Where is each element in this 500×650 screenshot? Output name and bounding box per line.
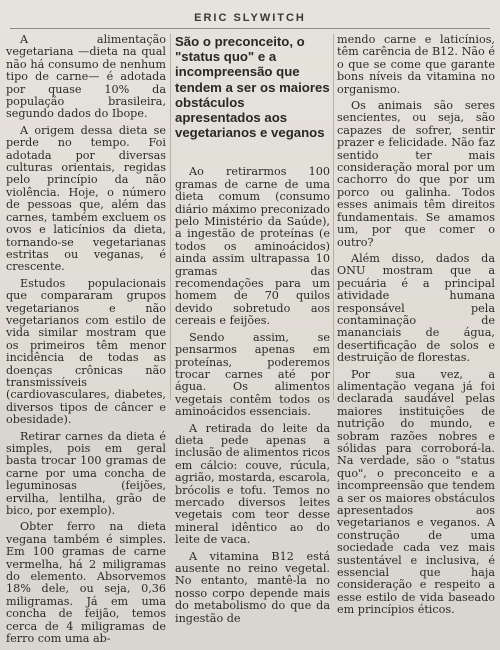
paragraph: Estudos populacionais que compararam grupos vegetarianos e não vegetarianos com estilo de vida similar mostram que os primeiros têm menor incidência de todas as doenças crônicas não transmissíveis (cardiovasculares, diabetes, diversos tipos de câncer e obesidade). [6, 276, 166, 427]
paragraph: Os animais são seres sencientes, ou seja, são capazes de sofrer, sentir prazer e felicidade. Não faz sentido ter mais consideração moral por um cachorro do que por um porco ou galinha. Todos esses animais têm direitos fundamentais. Se amamos um, por que comer o outro? [337, 99, 495, 249]
paragraph: A retirada do leite da dieta pede apenas a inclusão de alimentos ricos em cálcio: couve, rúcula, agrião, mostarda, escarola, brócolis e tofu. Temos no mercado diversos leites vegetais com teor desse mineral idêntico ao do leite de vaca. [175, 421, 331, 547]
author-byline: ERIC SLYWITCH [194, 12, 306, 24]
column-divider [170, 34, 171, 400]
paragraph: Além disso, dados da ONU mostram que a pecuária é a principal atividade humana responsável pela contaminação de mananciais de água, desertificação de solos e destruição de florestas. [337, 251, 495, 365]
paragraph: A alimentação vegetariana —dieta na qual não há consumo de nenhum tipo de carne— é adotada por quase 10% da população brasileira, segundo dados do Ibope. [6, 33, 166, 121]
article-column-1 [6, 34, 166, 650]
paragraph: Por sua vez, a alimentação vegana já foi declarada saudável pelas maiores instituições de nutrição do mundo, e sobram razões nobres e sólidas para corroborá-la. Na verdade, são o "status quo", o preconceito e a incompreensão que tendem a ser os maiores obstáculos apresentados aos vegetarianos e veganos. A construção de uma sociedade cada vez mais sustentável e inclusiva, é essencial que haja consideração e respeito a esse estilo de vida baseado em princípios éticos. [337, 367, 495, 617]
paragraph: Retirar carnes da dieta é simples, pois em geral basta trocar 100 gramas de carne por uma concha de leguminosas (feijões, ervilha, lentilha, grão de bico, por exemplo). [6, 429, 166, 518]
paragraph: Obter ferro na dieta vegana também é simples. Em 100 gramas de carne vermelha, há 2 miligramas do elemento. Absorvemos 18% dele, ou seja, 0,36 miligramas. Já em uma concha de feijão, temos cerca de 4 miligramas de ferro com uma ab- [6, 520, 166, 646]
pull-quote: São o preconceito, o "status quo" e a incompreensão que tendem a ser os maiores obstáculos apresentados aos vegetarianos e veganos [175, 34, 330, 141]
column-divider [333, 34, 334, 400]
paragraph: mendo carne e laticínios, têm carência de B12. Não é o que se come que garante bons níveis da vitamina no organismo. [337, 33, 495, 96]
header-rule [10, 28, 490, 29]
paragraph: A origem dessa dieta se perde no tempo. Foi adotada por diversas culturas orientais, regidas pelo princípio da não violência. Hoje, o número de pessoas que, além das carnes, também excluem os ovos e laticínios da dieta, tornando-se vegetarianas estritas ou veganas, é crescente. [6, 123, 166, 274]
article-column-2 [175, 34, 330, 629]
article-column-3 [337, 34, 495, 621]
paragraph: Ao retirarmos 100 gramas de carne de uma dieta comum (consumo diário máximo preconizado pelo Ministério da Saúde), a ingestão de proteínas (e todos os aminoácidos) ainda assim ultrapassa 10 gramas das recomendações para um homem de 70 quilos devido sobretudo aos cereais e feijões. [175, 165, 330, 328]
paragraph: Sendo assim, se pensarmos apenas em proteínas, poderemos trocar carnes até por água. Os alimentos vegetais contêm todos os aminoácidos essenciais. [175, 330, 330, 419]
paragraph: A vitamina B12 está ausente no reino vegetal. No entanto, mantê-la no nosso corpo depende mais do metabolismo do que da ingestão de [175, 549, 330, 625]
